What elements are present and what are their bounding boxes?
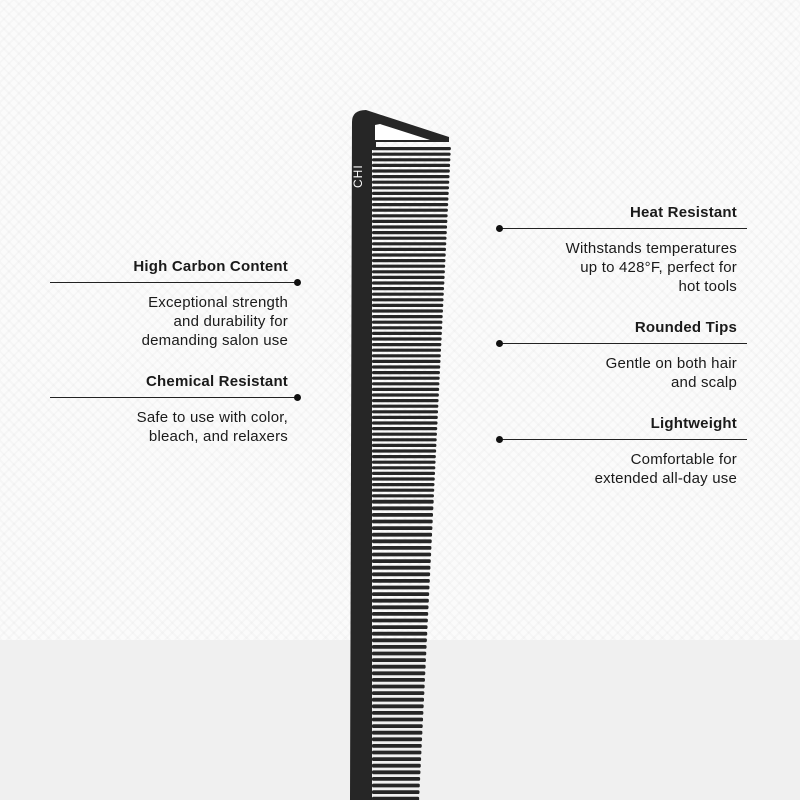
comb-tooth bbox=[372, 321, 442, 324]
comb-tooth bbox=[372, 579, 430, 583]
feature-rule bbox=[497, 439, 747, 440]
comb-teeth bbox=[372, 147, 451, 800]
feature-title: Lightweight bbox=[650, 415, 737, 432]
comb-tooth bbox=[372, 388, 439, 391]
feature-title: High Carbon Content bbox=[133, 258, 288, 275]
feature-rounded-tips bbox=[497, 317, 747, 392]
comb-tooth bbox=[372, 231, 447, 234]
comb-tooth bbox=[372, 421, 438, 424]
comb-tooth bbox=[372, 304, 443, 307]
comb-tooth bbox=[372, 287, 444, 290]
comb-tooth bbox=[372, 757, 421, 761]
comb-tooth bbox=[372, 477, 435, 480]
comb-tooth bbox=[372, 605, 429, 609]
comb-tooth bbox=[372, 652, 426, 656]
comb-tooth bbox=[372, 343, 441, 346]
comb-tooth bbox=[372, 533, 432, 537]
comb-tooth bbox=[372, 645, 427, 649]
feature-rule bbox=[497, 228, 747, 229]
feature-heat-resistant bbox=[497, 202, 747, 296]
comb-tooth bbox=[372, 253, 446, 256]
comb-tooth bbox=[372, 619, 428, 623]
comb-tooth bbox=[372, 181, 449, 184]
feature-description bbox=[497, 450, 747, 488]
feature-high-carbon-content bbox=[50, 256, 300, 350]
comb-tooth bbox=[372, 790, 419, 794]
comb-tooth bbox=[372, 410, 438, 413]
comb-tooth bbox=[372, 526, 432, 530]
comb-tooth bbox=[372, 293, 444, 296]
comb-tooth bbox=[372, 309, 443, 312]
comb-tooth bbox=[372, 500, 434, 504]
comb-tooth bbox=[372, 665, 426, 669]
comb-tooth bbox=[372, 513, 433, 517]
feature-rule bbox=[50, 397, 300, 398]
feature-chemical-resistant bbox=[50, 371, 300, 446]
comb-tooth bbox=[372, 506, 433, 510]
comb-tooth bbox=[372, 764, 421, 768]
description-line: Gentle on both hair bbox=[605, 355, 737, 372]
comb-tooth bbox=[372, 553, 431, 557]
comb-tooth bbox=[372, 371, 440, 374]
comb-tooth bbox=[372, 572, 430, 576]
comb-tooth bbox=[372, 449, 436, 452]
feature-description bbox=[497, 354, 747, 392]
comb-tooth bbox=[372, 214, 448, 217]
comb-tooth bbox=[372, 546, 431, 550]
description-line: Exceptional strength bbox=[148, 294, 288, 311]
feature-rule bbox=[497, 343, 747, 344]
comb-tooth bbox=[372, 242, 446, 245]
comb-tooth bbox=[372, 248, 446, 251]
description-line: and durability for bbox=[173, 313, 288, 330]
comb-tooth bbox=[372, 638, 427, 642]
comb-tooth bbox=[372, 281, 444, 284]
comb-tooth bbox=[372, 592, 429, 596]
comb-tooth bbox=[372, 711, 423, 715]
comb-tooth bbox=[372, 393, 439, 396]
comb-tooth bbox=[372, 270, 445, 273]
comb-tooth bbox=[372, 438, 437, 441]
comb-tooth bbox=[372, 349, 441, 352]
comb-tooth bbox=[372, 153, 451, 156]
feature-description bbox=[50, 293, 300, 350]
comb-tooth bbox=[372, 365, 440, 368]
comb-tooth bbox=[372, 399, 439, 402]
comb-tooth bbox=[372, 158, 450, 161]
comb-tooth bbox=[372, 472, 435, 475]
comb-tooth bbox=[372, 455, 436, 458]
comb-tooth bbox=[372, 751, 421, 755]
comb-tooth bbox=[372, 276, 445, 279]
comb-tooth bbox=[372, 691, 424, 695]
comb-tooth bbox=[372, 466, 435, 469]
comb-tooth bbox=[372, 147, 451, 150]
comb-tooth bbox=[372, 559, 431, 563]
comb-tooth bbox=[372, 731, 422, 735]
comb-tooth bbox=[372, 784, 420, 788]
feature-title: Rounded Tips bbox=[634, 319, 737, 336]
comb-tooth bbox=[372, 186, 449, 189]
comb-tooth bbox=[372, 433, 437, 436]
comb-tooth bbox=[372, 494, 434, 497]
description-line: extended all-day use bbox=[594, 470, 737, 487]
comb-tooth bbox=[372, 698, 424, 702]
comb-tooth bbox=[372, 724, 423, 728]
comb-tooth bbox=[372, 612, 428, 616]
comb-tooth bbox=[372, 566, 430, 570]
comb-tooth bbox=[372, 265, 445, 268]
comb-tooth bbox=[372, 315, 443, 318]
comb-tooth bbox=[372, 259, 445, 262]
description-line: Comfortable for bbox=[630, 451, 737, 468]
feature-rule bbox=[50, 282, 300, 283]
comb-tooth bbox=[372, 337, 442, 340]
comb-tooth bbox=[372, 777, 420, 781]
comb-tooth bbox=[372, 483, 434, 486]
comb-tooth bbox=[372, 704, 424, 708]
description-line: bleach, and relaxers bbox=[148, 428, 288, 445]
comb-tooth bbox=[372, 197, 448, 200]
comb-tooth bbox=[372, 770, 420, 774]
comb-tooth bbox=[372, 164, 450, 167]
comb-tooth bbox=[372, 332, 442, 335]
comb-tooth bbox=[372, 625, 428, 629]
description-line: hot tools bbox=[678, 278, 737, 295]
description-line: demanding salon use bbox=[141, 332, 288, 349]
comb-tooth bbox=[372, 169, 450, 172]
comb-tooth bbox=[372, 586, 429, 590]
comb-tooth bbox=[372, 658, 426, 662]
feature-description bbox=[497, 239, 747, 296]
comb-tooth bbox=[372, 354, 441, 357]
bullet-dot bbox=[496, 340, 503, 347]
comb-tooth bbox=[372, 744, 422, 748]
comb-tooth bbox=[372, 360, 441, 363]
feature-title: Heat Resistant bbox=[629, 204, 737, 221]
feature-lightweight bbox=[497, 413, 747, 488]
comb-tooth bbox=[372, 377, 440, 380]
comb-tooth bbox=[372, 237, 447, 240]
comb-tooth bbox=[372, 209, 448, 212]
bullet-dot bbox=[496, 436, 503, 443]
description-line: up to 428°F, perfect for bbox=[580, 259, 737, 276]
comb-tooth bbox=[372, 225, 447, 228]
comb-tooth bbox=[372, 444, 436, 447]
comb-tooth bbox=[372, 671, 425, 675]
comb-tooth bbox=[372, 539, 432, 543]
comb-tooth bbox=[372, 203, 448, 206]
comb-tooth bbox=[372, 461, 436, 464]
comb-tooth bbox=[372, 599, 429, 603]
comb-tooth bbox=[372, 632, 427, 636]
comb-tooth bbox=[372, 326, 442, 329]
comb-tooth bbox=[372, 718, 423, 722]
description-line: Withstands temperatures bbox=[565, 240, 737, 257]
comb-tooth bbox=[372, 405, 438, 408]
description-line: Safe to use with color, bbox=[136, 409, 288, 426]
comb-tooth bbox=[372, 678, 425, 682]
comb-tooth bbox=[372, 489, 434, 492]
comb-tooth bbox=[372, 520, 433, 524]
comb-tooth bbox=[372, 220, 447, 223]
comb-tooth bbox=[372, 175, 450, 178]
comb-tooth bbox=[372, 382, 439, 385]
description-line: and scalp bbox=[670, 374, 737, 391]
comb-tooth bbox=[372, 737, 422, 741]
comb-tooth bbox=[372, 685, 425, 689]
bullet-dot bbox=[294, 279, 301, 286]
bullet-dot bbox=[496, 225, 503, 232]
bullet-dot bbox=[294, 394, 301, 401]
comb-tooth bbox=[372, 192, 449, 195]
feature-description bbox=[50, 408, 300, 446]
feature-title: Chemical Resistant bbox=[146, 373, 288, 390]
comb-tooth bbox=[372, 427, 437, 430]
brand-logo: CHI bbox=[351, 164, 365, 188]
comb-tooth bbox=[372, 298, 444, 301]
comb-tooth bbox=[372, 416, 438, 419]
